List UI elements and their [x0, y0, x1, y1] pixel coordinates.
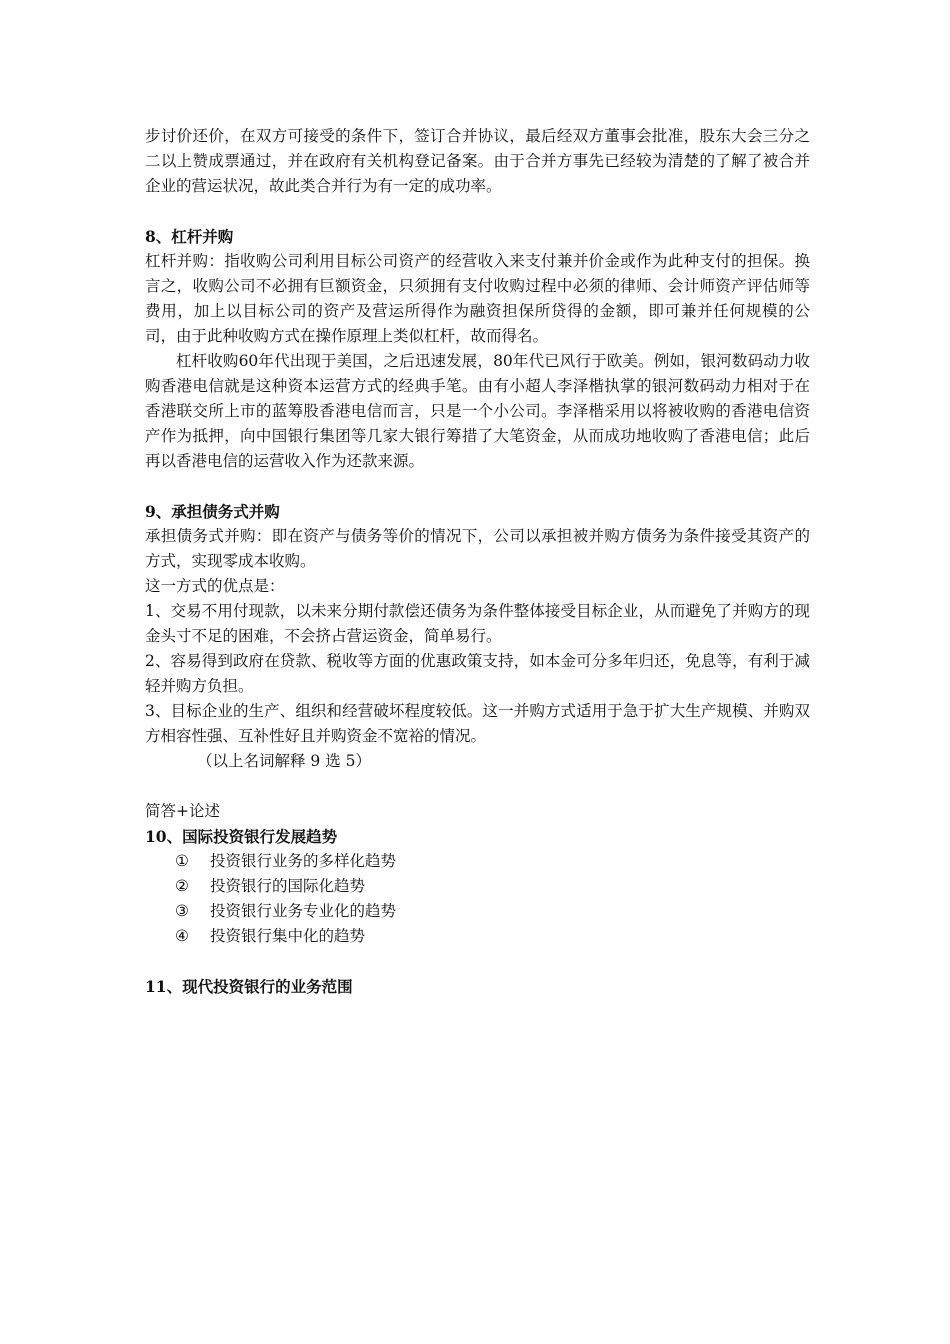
section10-heading: 10、国际投资银行发展趋势 [145, 827, 338, 846]
advantage-item: 3、目标企业的生产、组织和经营破坏程度较低。这一并购方式适用于急于扩大生产规模、并购双方相容性强、互补性好且并购资金不宽裕的情况。 [145, 702, 810, 745]
section8-definition: 杠杆并购：指收购公司利用目标公司资产的经营收入来支付兼并价金或作为此种支付的担保。换言之，收购公司不必拥有巨额资金，只须拥有支付收购过程中必须的律师、会计师资产评估师等费用，加上以目标公司的资产及营运所得作为融资担保所贷得的金额，即可兼并任何规模的公司，由于此种收购方式在操作原理上类似杠杆，故而得名。 [145, 252, 810, 345]
section9-heading: 9、承担债务式并购 [145, 502, 280, 521]
selection-note: （以上名词解释 9 选 5） [197, 752, 372, 770]
advantage-item: 1、交易不用付现款，以未来分期付款偿还债务为条件整体接受目标企业，从而避免了并购方的现金头寸不足的困难，不会挤占营运资金，简单易行。 [145, 602, 810, 645]
section9-definition: 承担债务式并购：即在资产与债务等价的情况下，公司以承担被并购方债务为条件接受其资产的方式，实现零成本收购。 [145, 527, 810, 570]
trend-list-item [145, 874, 810, 899]
trend-list-item [145, 924, 810, 949]
circled-number: ③ [175, 902, 189, 920]
spacer [145, 949, 810, 974]
section8-heading: 8、杠杆并购 [145, 227, 234, 246]
trend-text: 投资银行业务专业化的趋势 [210, 902, 397, 920]
circled-number: ④ [175, 927, 189, 945]
document-page [145, 124, 810, 999]
section9-advantages-intro: 这一方式的优点是： [145, 577, 285, 595]
trend-text: 投资银行的国际化趋势 [210, 877, 366, 895]
part-label: 简答+论述 [145, 802, 220, 820]
trend-text: 投资银行业务的多样化趋势 [210, 852, 397, 870]
section7-continuation: 步讨价还价，在双方可接受的条件下，签订合并协议，最后经双方董事会批准，股东大会三分之二以上赞成票通过，并在政府有关机构登记备案。由于合并方事先已经较为清楚的了解了被合并企业的营运状况，故此类合并行为有一定的成功率。 [145, 127, 810, 195]
trend-list-item [145, 899, 810, 924]
spacer [145, 474, 810, 499]
section8-example: 杠杆收购60年代出现于美国，之后迅速发展，80年代已风行于欧美。例如，银河数码动力收购香港电信就是这种资本运营方式的经典手笔。由有小超人李泽楷执掌的银河数码动力相对于在香港联交所上市的蓝筹股香港电信而言，只是一个小公司。李泽楷采用以将被收购的香港电信资产作为抵押，向中国银行集团等几家大银行筹措了大笔资金，从而成功地收购了香港电信；此后再以香港电信的运营收入作为还款来源。 [145, 352, 810, 470]
section11-heading: 11、现代投资银行的业务范围 [145, 977, 353, 996]
spacer [145, 199, 810, 224]
advantage-item: 2、容易得到政府在贷款、税收等方面的优惠政策支持，如本金可分多年归还，免息等，有利于减轻并购方负担。 [145, 652, 810, 695]
spacer [145, 774, 810, 799]
circled-number: ② [175, 877, 189, 895]
trend-list-item [145, 849, 810, 874]
trend-text: 投资银行集中化的趋势 [210, 927, 366, 945]
circled-number: ① [175, 852, 189, 870]
